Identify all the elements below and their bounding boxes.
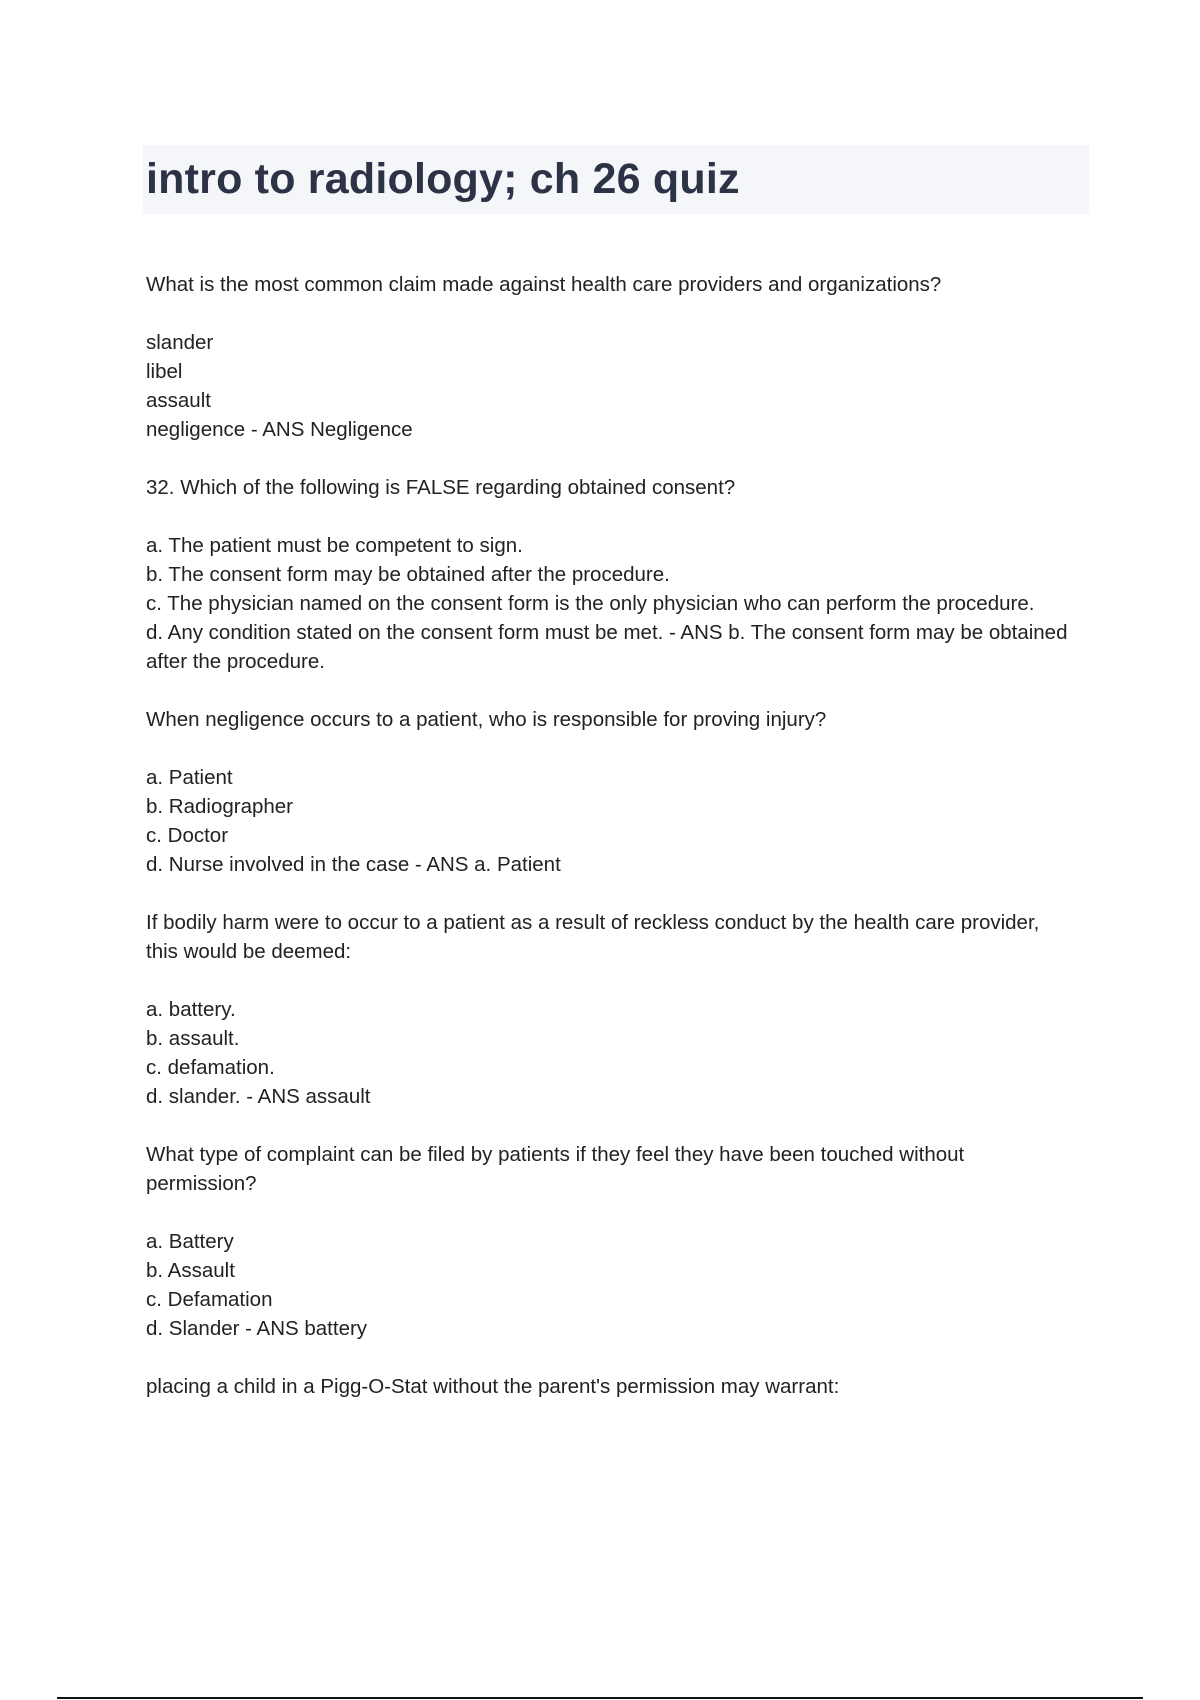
question-text: placing a child in a Pigg-O-Stat without the parent's permission may warrant:	[146, 1375, 840, 1398]
answer-option: a. The patient must be competent to sign.	[146, 534, 523, 557]
answer-option: d. slander. - ANS assault	[146, 1085, 371, 1108]
question-block	[146, 908, 1076, 1111]
answer-option: d. Slander - ANS battery	[146, 1317, 368, 1340]
question-text: What type of complaint can be filed by patients if they feel they have been touched without permission?	[146, 1143, 965, 1195]
footer-divider	[57, 1697, 1143, 1699]
question-block	[146, 705, 1076, 879]
answer-option: c. Doctor	[146, 824, 229, 847]
question-block	[146, 1140, 1076, 1343]
title-banner	[143, 145, 1089, 214]
answer-option: libel	[146, 360, 183, 383]
answer-option: b. Assault	[146, 1259, 235, 1282]
answer-option: c. defamation.	[146, 1056, 275, 1079]
answer-option: d. Any condition stated on the consent form must be met. - ANS b. The consent form may be obtained after the procedure.	[146, 621, 1068, 673]
answer-option: d. Nurse involved in the case - ANS a. Patient	[146, 853, 561, 876]
question-text: When negligence occurs to a patient, who is responsible for proving injury?	[146, 708, 827, 731]
answer-option: b. assault.	[146, 1027, 240, 1050]
answer-option: c. Defamation	[146, 1288, 273, 1311]
answer-option: a. Patient	[146, 766, 233, 789]
question-block	[146, 1372, 1076, 1401]
answer-option: assault	[146, 389, 211, 412]
answer-option: a. Battery	[146, 1230, 234, 1253]
question-block	[146, 270, 1076, 444]
answer-options	[146, 995, 1076, 1111]
answer-options	[146, 531, 1076, 676]
question-text: If bodily harm were to occur to a patient as a result of reckless conduct by the health care provider, this would be deemed:	[146, 911, 1040, 963]
page-title: intro to radiology; ch 26 quiz	[146, 155, 740, 203]
question-text: 32. Which of the following is FALSE regarding obtained consent?	[146, 476, 736, 499]
answer-options	[146, 1227, 1076, 1343]
answer-option: negligence - ANS Negligence	[146, 418, 413, 441]
question-text: What is the most common claim made against health care providers and organizations?	[146, 273, 942, 296]
answer-options	[146, 763, 1076, 879]
question-block	[146, 473, 1076, 676]
answer-options	[146, 328, 1076, 444]
answer-option: b. Radiographer	[146, 795, 294, 818]
answer-option: c. The physician named on the consent form is the only physician who can perform the procedure.	[146, 592, 1035, 615]
quiz-content	[146, 270, 1076, 1430]
answer-option: b. The consent form may be obtained after the procedure.	[146, 563, 670, 586]
answer-option: a. battery.	[146, 998, 236, 1021]
answer-option: slander	[146, 331, 214, 354]
